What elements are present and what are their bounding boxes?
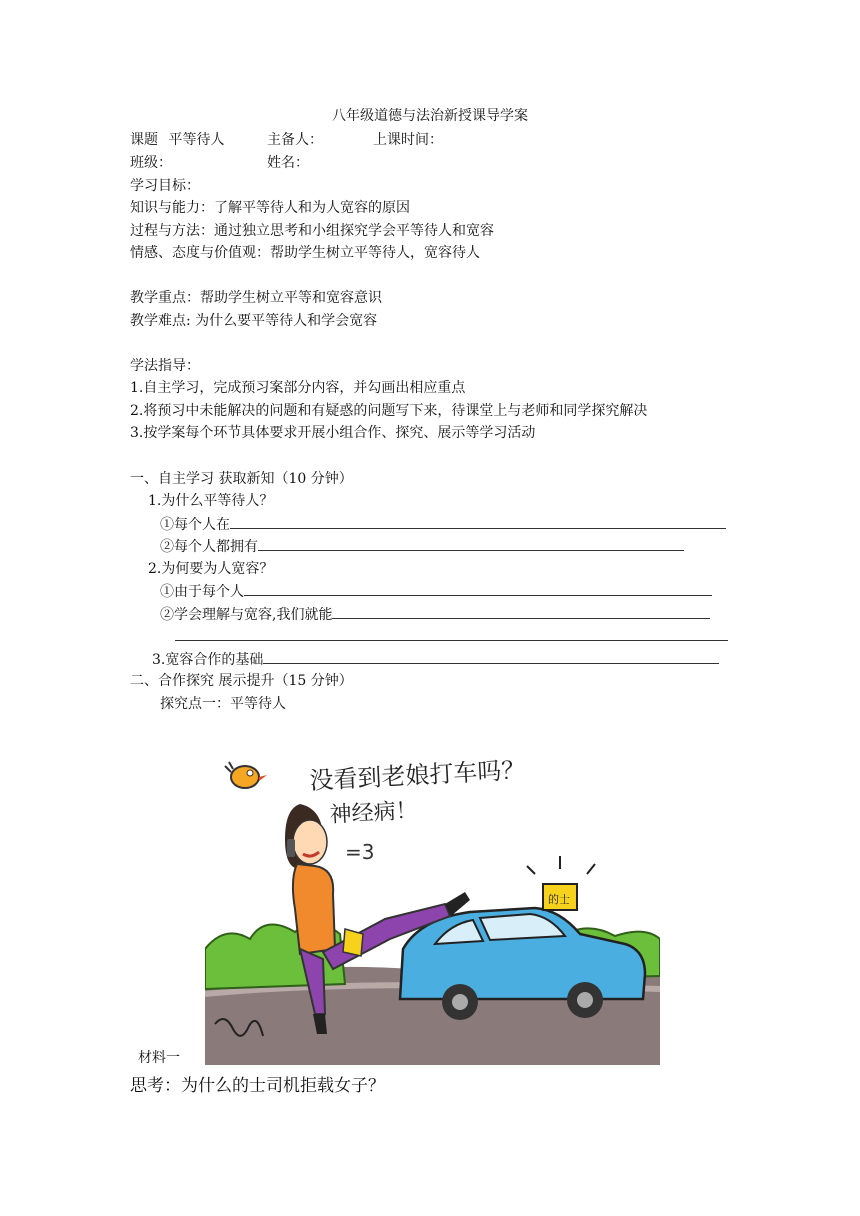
material-label: 材料一	[138, 1050, 180, 1066]
answer-blank[interactable]	[332, 604, 710, 619]
page-title: 八年级道德与法治新授课导学案	[332, 108, 528, 124]
method-item: 3.按学案每个环节具体要求开展小组合作、探究、展示等学习活动	[130, 425, 536, 441]
name-label: 姓名：	[267, 155, 309, 171]
section1-heading: 一、自主学习 获取新知（10 分钟）	[130, 471, 353, 487]
preparer-label: 主备人：	[267, 132, 323, 148]
topic-value: 平等待人	[168, 132, 225, 148]
answer-row-3	[152, 649, 719, 670]
answer-blank[interactable]	[175, 626, 728, 641]
method-item: 1.自主学习，完成预习案部分内容，并勾画出相应重点	[130, 380, 466, 396]
answer-blank[interactable]	[244, 581, 712, 596]
objective-item: 过程与方法：通过独立思考和小组探究学会平等待人和宽容	[130, 223, 494, 239]
method-item: 2.将预习中未能解决的问题和有疑惑的问题写下来，待课堂上与老师和同学探究解决	[130, 403, 648, 419]
explore-point-1: 探究点一：平等待人	[160, 696, 286, 712]
answer-row-1b	[160, 536, 684, 557]
thinking-question: 思考：为什么的士司机拒载女子？	[130, 1076, 385, 1096]
objective-item: 情感、态度与价值观：帮助学生树立平等待人，宽容待人	[130, 245, 480, 261]
taxi-sign-text: 的士	[548, 893, 570, 906]
question-2: 2.为何要为人宽容？	[148, 561, 274, 577]
question-1: 1.为什么平等待人？	[148, 493, 274, 509]
grumble-mark: =3	[345, 840, 375, 864]
answer-blank[interactable]	[230, 514, 726, 529]
section2-heading: 二、合作探究 展示提升（15 分钟）	[130, 673, 353, 689]
cartoon-illustration	[205, 744, 660, 1065]
topic-label: 课题	[130, 132, 158, 148]
objective-item: 知识与能力：了解平等待人和为人宽容的原因	[130, 200, 410, 216]
class-label: 班级：	[130, 155, 172, 171]
answer-row-2a	[160, 581, 712, 602]
class-time-label: 上课时间：	[373, 132, 443, 148]
answer-prompt: ①每个人在	[160, 517, 230, 533]
topic-row	[130, 130, 224, 150]
answer-prompt: ①由于每个人	[160, 584, 244, 600]
answer-prompt: ②学会理解与宽容,我们就能	[160, 607, 333, 623]
answer-row-1a	[160, 514, 726, 535]
method-heading: 学法指导：	[130, 358, 200, 374]
answer-prompt: ②每个人都拥有	[160, 539, 258, 555]
teaching-difficulty: 教学难点: 为什么要平等待人和学会宽容	[130, 313, 378, 329]
speech-line-1: 没看到老娘打车吗？	[308, 755, 527, 795]
speech-line-2: 神经病！	[329, 798, 419, 828]
objectives-heading: 学习目标：	[130, 178, 200, 194]
question-3: 3.宽容合作的基础	[152, 652, 264, 668]
teaching-focus: 教学重点：帮助学生树立平等和宽容意识	[130, 290, 382, 306]
answer-row-2b	[160, 604, 710, 625]
bird-icon	[225, 762, 267, 788]
answer-row-2b-continued	[175, 626, 728, 647]
answer-blank[interactable]	[263, 649, 719, 664]
answer-blank[interactable]	[258, 536, 684, 551]
